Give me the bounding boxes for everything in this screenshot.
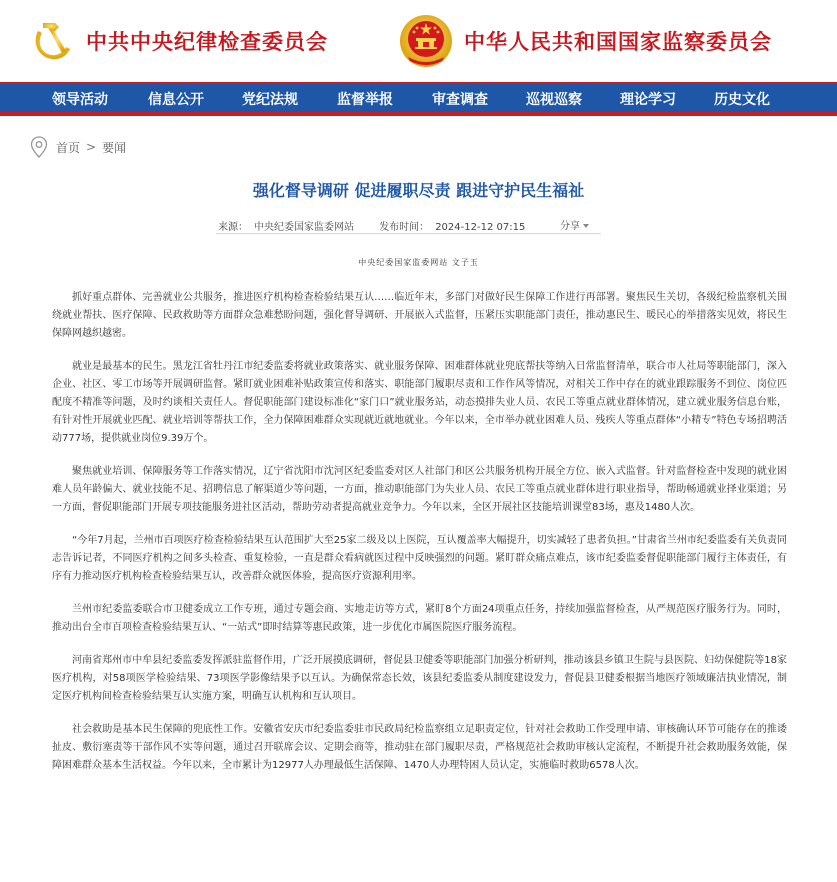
date-value: 2024-12-12 07:15 <box>435 222 526 233</box>
location-pin-icon <box>30 136 48 158</box>
date-label: 发布时间： <box>379 222 430 233</box>
nsc-brand[interactable] <box>398 8 772 74</box>
share-label: 分享 <box>560 221 580 232</box>
breadcrumb-separator: > <box>86 140 97 154</box>
meta-divider <box>216 233 601 234</box>
source-value: 中央纪委国家监委网站 <box>254 222 354 233</box>
national-emblem-icon <box>398 13 454 69</box>
nav-item-theory[interactable]: 理论学习 <box>620 92 676 108</box>
ccdi-name: 中共中央纪律检查委员会 <box>86 29 328 54</box>
nav-item-history[interactable]: 历史文化 <box>714 92 770 108</box>
breadcrumb-current-link[interactable]: 要闻 <box>102 140 127 155</box>
caret-down-icon <box>583 224 589 228</box>
nsc-name: 中华人民共和国国家监察委员会 <box>464 29 772 54</box>
article-paragraph: 就业是最基本的民生。黑龙江省牡丹江市纪委监委将就业政策落实、就业服务保障、困难群体就业兜底帮扶等纳入日常监督清单，联合市人社局等职能部门，深入企业、社区、零工市场等开展调研监督。紧盯就业困难补贴政策宣传和落实、职能部门履职尽责和工作作风等情况，对相关工作中存在的就业跟踪服务不到位、岗位匹配度不精准等问题，及时约谈相关责任人。督促职能部门建设标准化“家门口”就业服务站，动态摸排失业人员、农民工等重点就业群体情况，建立就业服务信息台账，有针对性开展就业匹配、就业培训等帮扶工作，全力保障困难群众实现就近就地就业。今年以来，全市举办就业困难人员、残疾人等重点群体“小精专”特色专场招聘活动777场，提供就业岗位9.39万个。 <box>52 361 787 444</box>
breadcrumb <box>30 136 126 158</box>
article-paragraph: 河南省郑州市中牟县纪委监委发挥派驻监督作用，广泛开展摸底调研，督促县卫健委等职能部门加强分析研判，推动该县乡镇卫生院与县医院、妇幼保健院等18家医疗机构，对58项医学检验结果、73项医学影像结果予以互认。为确保常态长效，该县纪委监委从制度建设发力，督促县卫健委根据当地医疗领域廉洁执业情况，制定医疗机构间检查检验结果互认实施方案，明确互认机构和互认项目。 <box>52 655 787 702</box>
nav-bar <box>0 82 837 112</box>
nav-item-info-disclosure[interactable]: 信息公开 <box>148 92 204 108</box>
site-header <box>0 0 837 82</box>
nav-item-regulations[interactable]: 党纪法规 <box>242 92 298 108</box>
nav-item-inspection[interactable]: 巡视巡察 <box>526 92 582 108</box>
nav-item-report[interactable]: 监督举报 <box>337 92 393 108</box>
article-title: 强化督导调研 促进履职尽责 跟进守护民生福祉 <box>252 181 585 200</box>
article-meta <box>218 218 531 233</box>
nav-item-leadership[interactable]: 领导活动 <box>52 92 108 108</box>
source-label: 来源： <box>218 222 248 233</box>
nav-item-investigation[interactable]: 审查调查 <box>432 92 488 108</box>
article-paragraph: 聚焦就业培训、保障服务等工作落实情况，辽宁省沈阳市沈河区纪委监委对区人社部门和区公共服务机构开展全方位、嵌入式监督。针对监督检查中发现的就业困难人员年龄偏大、就业技能不足、招聘信息了解渠道少等问题，一方面，推动职能部门为失业人员、农民工等重点就业群体进行职业指导，帮助畅通就业择业渠道；另一方面，督促职能部门开展专项技能服务进社区活动，帮助劳动者提高就业竞争力。今年以来，全区开展社区技能培训课堂83场，惠及1480人次。 <box>52 466 787 513</box>
article-paragraph: 社会救助是基本民生保障的兜底性工作。安徽省安庆市纪委监委驻市民政局纪检监察组立足职责定位，针对社会救助工作受理申请、审核确认环节可能存在的推诿扯皮、敷衍塞责等干部作风不实等问题，通过召开联席会议、定期会商等，推动驻在部门履职尽责，严格规范社会救助审核认定流程，不断提升社会救助服务效能，保障困难群众基本生活权益。今年以来，全市累计为12977人办理最低生活保障、1470人办理特困人员认定，实施临时救助6578人次。 <box>52 724 787 771</box>
share-dropdown[interactable] <box>560 217 589 232</box>
article-paragraph: 抓好重点群体、完善就业公共服务，推进医疗机构检查检验结果互认……临近年末，多部门对做好民生保障工作进行再部署。聚焦民生关切，各级纪检监察机关围绕就业帮扶、医疗保障、民政救助等方面群众急难愁盼问题，强化督导调研、开展嵌入式监督，压紧压实职能部门责任，推动惠民生、暖民心的举措落实见效，将民生保障网越织越密。 <box>52 292 787 339</box>
article-body <box>52 289 787 790</box>
breadcrumb-home-link[interactable]: 首页 <box>56 140 81 155</box>
party-emblem-icon <box>28 17 76 65</box>
main-nav <box>0 82 837 112</box>
article-byline: 中央纪委国家监委网站 文子玉 <box>358 258 479 267</box>
ccdi-brand[interactable] <box>28 8 328 74</box>
nav-divider <box>0 112 837 116</box>
article-paragraph: 兰州市纪委监委联合市卫健委成立工作专班，通过专题会商、实地走访等方式，紧盯8个方面24项重点任务，持续加强监督检查，从严规范医疗服务行为。同时，推动出台全市百项检查检验结果互认、“一站式”即时结算等惠民政策，进一步优化市属医院医疗服务流程。 <box>52 604 787 633</box>
article-paragraph: “今年7月起，兰州市百项医疗检查检验结果互认范围扩大至25家二级及以上医院，互认覆盖率大幅提升，切实减轻了患者负担。”甘肃省兰州市纪委监委有关负责同志告诉记者，不同医疗机构之间多头检查、重复检验，一直是群众看病就医过程中反映强烈的问题。紧盯群众痛点难点，该市纪委监委督促职能部门履行主体责任，有序有力推动医疗机构检查检验结果互认，改善群众就医体验，提高医疗资源利用率。 <box>52 535 787 582</box>
